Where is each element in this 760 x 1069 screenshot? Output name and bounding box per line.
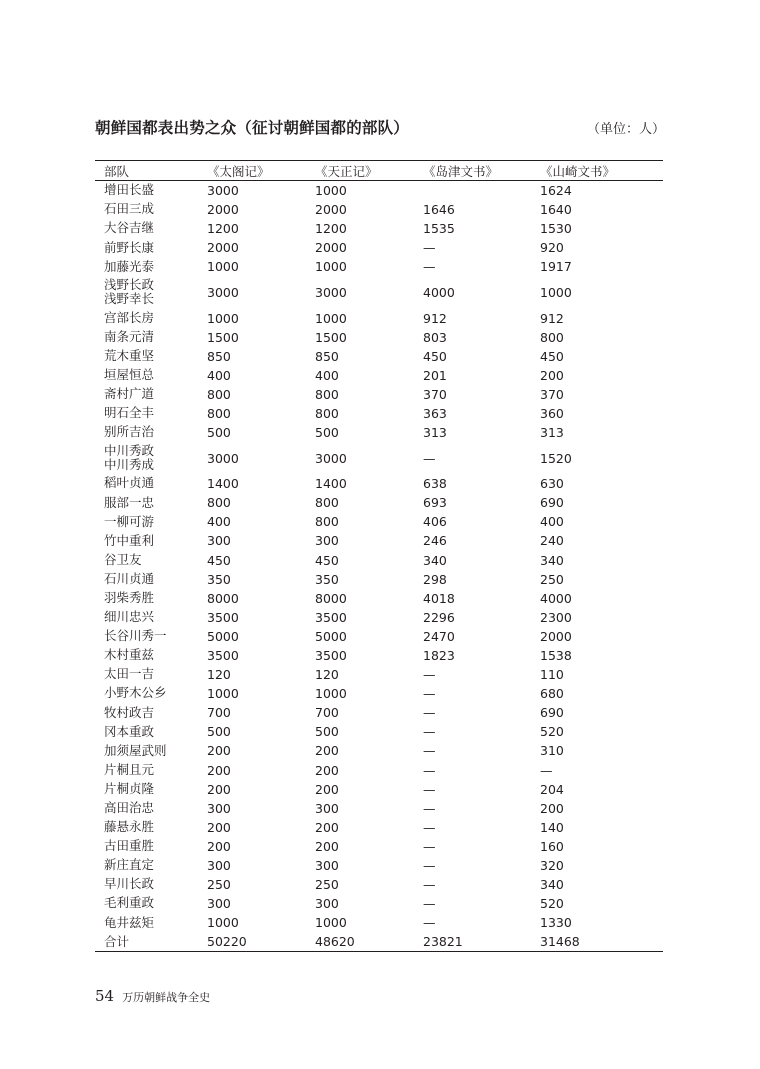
value-cell: 1917 — [540, 259, 572, 275]
value-cell: 300 — [207, 858, 231, 874]
value-cell: 200 — [207, 762, 231, 778]
value-cell: 520 — [540, 724, 564, 740]
value-cell: — — [423, 877, 436, 893]
table-row — [95, 442, 663, 474]
value-cell: 850 — [207, 348, 231, 364]
value-cell: — — [423, 762, 436, 778]
value-cell: 48620 — [315, 934, 355, 950]
value-cell: 300 — [207, 533, 231, 549]
value-cell: 800 — [315, 386, 339, 402]
value-cell: 200 — [315, 743, 339, 759]
value-cell: 340 — [540, 552, 564, 568]
value-cell: 500 — [315, 724, 339, 740]
value-cell: 246 — [423, 533, 447, 549]
value-cell: 200 — [315, 762, 339, 778]
table-row — [95, 780, 663, 799]
value-cell: 1535 — [423, 221, 455, 237]
unit-name-cell: 牧村政吉 — [104, 705, 155, 720]
value-cell: 250 — [540, 571, 564, 587]
value-cell: 2300 — [540, 609, 572, 625]
table-row — [95, 474, 663, 493]
unit-name-cell: 前野长康 — [104, 240, 155, 255]
table-row — [95, 875, 663, 894]
value-cell: 3000 — [315, 284, 347, 300]
value-cell: 370 — [423, 386, 447, 402]
value-cell: 450 — [207, 552, 231, 568]
page-number: 54 — [95, 987, 115, 1005]
table-row — [95, 913, 663, 932]
value-cell: 3000 — [207, 284, 239, 300]
value-cell: — — [423, 800, 436, 816]
table-header-row — [95, 161, 663, 181]
value-cell: 300 — [207, 800, 231, 816]
value-cell: 110 — [540, 667, 564, 683]
value-cell: 340 — [423, 552, 447, 568]
value-cell: 800 — [315, 405, 339, 421]
table-row — [95, 366, 663, 385]
value-cell: 2000 — [315, 202, 347, 218]
value-cell: 1000 — [540, 284, 572, 300]
value-cell: 3500 — [207, 648, 239, 664]
unit-name-cell: 稻叶贞通 — [104, 476, 155, 491]
value-cell: 450 — [540, 348, 564, 364]
value-cell: 400 — [540, 514, 564, 530]
unit-name-cell: 太田一吉 — [104, 667, 155, 682]
value-cell: 1646 — [423, 202, 455, 218]
table-row — [95, 684, 663, 703]
value-cell: — — [423, 450, 436, 466]
table-row — [95, 932, 663, 951]
value-cell: 3000 — [207, 450, 239, 466]
table-row — [95, 799, 663, 818]
value-cell: 3000 — [315, 450, 347, 466]
unit-name-cell: 细川忠兴 — [104, 610, 155, 625]
value-cell: 400 — [207, 367, 231, 383]
value-cell: 693 — [423, 495, 447, 511]
value-cell: 406 — [423, 514, 447, 530]
unit-name-cell: 中川秀政 中川秀成 — [104, 443, 155, 473]
value-cell: — — [423, 781, 436, 797]
unit-name-cell: 大谷吉继 — [104, 221, 155, 236]
table-row — [95, 219, 663, 238]
value-cell: 4000 — [423, 284, 455, 300]
unit-name-cell: 斋村广道 — [104, 387, 155, 402]
value-cell: 2296 — [423, 609, 455, 625]
unit-name-cell: 片桐且元 — [104, 762, 155, 777]
value-cell: — — [423, 743, 436, 759]
value-cell: 5000 — [315, 628, 347, 644]
unit-name-cell: 加藤光泰 — [104, 259, 155, 274]
column-header: 部队 — [104, 163, 130, 179]
troop-table — [95, 160, 663, 952]
value-cell: 300 — [315, 533, 339, 549]
value-cell: 370 — [540, 386, 564, 402]
value-cell: 450 — [315, 552, 339, 568]
value-cell: 200 — [207, 838, 231, 854]
value-cell: 320 — [540, 858, 564, 874]
value-cell: 1000 — [315, 915, 347, 931]
table-row — [95, 894, 663, 913]
value-cell: 5000 — [207, 628, 239, 644]
table-row — [95, 646, 663, 665]
value-cell: 1000 — [315, 310, 347, 326]
value-cell: 200 — [207, 819, 231, 835]
value-cell: 1000 — [207, 686, 239, 702]
table-row — [95, 385, 663, 404]
value-cell: 500 — [207, 724, 231, 740]
unit-name-cell: 别所吉治 — [104, 425, 155, 440]
value-cell: 300 — [315, 896, 339, 912]
value-cell: 160 — [540, 838, 564, 854]
unit-name-cell: 增田长盛 — [104, 183, 155, 198]
unit-name-cell: 木村重兹 — [104, 648, 155, 663]
value-cell: 2000 — [207, 240, 239, 256]
value-cell: 680 — [540, 686, 564, 702]
value-cell: 700 — [315, 705, 339, 721]
table-row — [95, 837, 663, 856]
value-cell: 450 — [423, 348, 447, 364]
table-row — [95, 493, 663, 512]
value-cell: — — [423, 819, 436, 835]
column-header: 《岛津文书》 — [423, 163, 499, 179]
unit-name-cell: 冈本重政 — [104, 724, 155, 739]
table-body — [95, 181, 663, 951]
table-row — [95, 856, 663, 875]
value-cell: 120 — [207, 667, 231, 683]
unit-name-cell: 荒木重坚 — [104, 348, 155, 363]
value-cell: 200 — [315, 781, 339, 797]
value-cell: 1520 — [540, 450, 572, 466]
value-cell: 690 — [540, 705, 564, 721]
unit-name-cell: 宫部长房 — [104, 310, 155, 325]
value-cell: 8000 — [315, 590, 347, 606]
table-row — [95, 761, 663, 780]
value-cell: 1530 — [540, 221, 572, 237]
value-cell: 1500 — [207, 329, 239, 345]
table-row — [95, 512, 663, 531]
unit-name-cell: 早川长政 — [104, 877, 155, 892]
value-cell: 50220 — [207, 934, 247, 950]
value-cell: 1640 — [540, 202, 572, 218]
value-cell: 800 — [207, 405, 231, 421]
value-cell: 204 — [540, 781, 564, 797]
table-row — [95, 665, 663, 684]
value-cell: 1500 — [315, 329, 347, 345]
table-row — [95, 200, 663, 219]
value-cell: 1400 — [207, 476, 239, 492]
value-cell: 3500 — [207, 609, 239, 625]
value-cell: 803 — [423, 329, 447, 345]
value-cell: 298 — [423, 571, 447, 587]
table-row — [95, 608, 663, 627]
value-cell: 1200 — [315, 221, 347, 237]
table-row — [95, 328, 663, 347]
value-cell: 201 — [423, 367, 447, 383]
value-cell: 8000 — [207, 590, 239, 606]
value-cell: 1823 — [423, 648, 455, 664]
value-cell: 200 — [540, 800, 564, 816]
table-row — [95, 257, 663, 276]
value-cell: 4000 — [540, 590, 572, 606]
value-cell: 800 — [207, 386, 231, 402]
unit-name-cell: 谷卫友 — [104, 552, 142, 567]
value-cell: 1000 — [315, 183, 347, 199]
value-cell: — — [423, 724, 436, 740]
value-cell: 200 — [207, 781, 231, 797]
value-cell: 3500 — [315, 609, 347, 625]
value-cell: 120 — [315, 667, 339, 683]
value-cell: 340 — [540, 877, 564, 893]
value-cell: 300 — [207, 896, 231, 912]
value-cell: 920 — [540, 240, 564, 256]
value-cell: 1400 — [315, 476, 347, 492]
unit-name-cell: 长谷川秀一 — [104, 629, 167, 644]
table-title-row — [95, 116, 665, 140]
value-cell: 800 — [315, 495, 339, 511]
value-cell: 850 — [315, 348, 339, 364]
unit-name-cell: 石田三成 — [104, 202, 155, 217]
unit-name-cell: 片桐贞隆 — [104, 781, 155, 796]
value-cell: 360 — [540, 405, 564, 421]
value-cell: 240 — [540, 533, 564, 549]
table-row — [95, 347, 663, 366]
value-cell: 3000 — [207, 183, 239, 199]
value-cell: 313 — [423, 425, 447, 441]
value-cell: 912 — [423, 310, 447, 326]
table-row — [95, 818, 663, 837]
unit-name-cell: 垣屋恒总 — [104, 368, 155, 383]
column-header: 《天正记》 — [315, 163, 378, 179]
value-cell: 200 — [315, 819, 339, 835]
value-cell: 1000 — [207, 915, 239, 931]
value-cell: 1330 — [540, 915, 572, 931]
unit-name-cell: 服部一忠 — [104, 495, 155, 510]
unit-name-cell: 加须屋武则 — [104, 743, 167, 758]
value-cell: — — [423, 838, 436, 854]
column-header: 《山崎文书》 — [540, 163, 616, 179]
table-row — [95, 570, 663, 589]
unit-name-cell: 浅野长政 浅野幸长 — [104, 277, 155, 307]
table-row — [95, 627, 663, 646]
value-cell: — — [423, 705, 436, 721]
value-cell: 23821 — [423, 934, 463, 950]
column-header: 《太阁记》 — [207, 163, 270, 179]
page-footer — [95, 986, 210, 1005]
value-cell: 350 — [315, 571, 339, 587]
value-cell: 1538 — [540, 648, 572, 664]
unit-name-cell: 毛利重政 — [104, 896, 155, 911]
book-title: 万历朝鲜战争全史 — [122, 991, 211, 1004]
value-cell: 350 — [207, 571, 231, 587]
table-row — [95, 276, 663, 308]
unit-note: （单位：人） — [586, 122, 665, 137]
value-cell: — — [423, 915, 436, 931]
unit-name-cell: 羽柴秀胜 — [104, 590, 155, 605]
unit-name-cell: 一柳可游 — [104, 514, 155, 529]
table-row — [95, 703, 663, 722]
value-cell: 310 — [540, 743, 564, 759]
value-cell: 500 — [207, 425, 231, 441]
unit-name-cell: 石川贞通 — [104, 571, 155, 586]
table-row — [95, 404, 663, 423]
unit-name-cell: 新庄直定 — [104, 858, 155, 873]
unit-name-cell: 合计 — [104, 934, 130, 949]
table-row — [95, 423, 663, 442]
table-row — [95, 589, 663, 608]
value-cell: 690 — [540, 495, 564, 511]
unit-name-cell: 高田治忠 — [104, 801, 155, 816]
value-cell: 638 — [423, 476, 447, 492]
value-cell: 630 — [540, 476, 564, 492]
value-cell: 400 — [207, 514, 231, 530]
value-cell: 363 — [423, 405, 447, 421]
value-cell: 300 — [315, 800, 339, 816]
value-cell: 700 — [207, 705, 231, 721]
value-cell: 800 — [207, 495, 231, 511]
value-cell: 200 — [207, 743, 231, 759]
table-row — [95, 531, 663, 550]
unit-name-cell: 古田重胜 — [104, 839, 155, 854]
table-row — [95, 551, 663, 570]
value-cell: 200 — [540, 367, 564, 383]
unit-name-cell: 龟井兹矩 — [104, 915, 155, 930]
value-cell: 1000 — [315, 686, 347, 702]
value-cell: 313 — [540, 425, 564, 441]
value-cell: 4018 — [423, 590, 455, 606]
value-cell: 140 — [540, 819, 564, 835]
value-cell: 1000 — [207, 259, 239, 275]
unit-name-cell: 小野木公乡 — [104, 686, 167, 701]
table-row — [95, 308, 663, 327]
table-row — [95, 238, 663, 257]
value-cell: — — [423, 896, 436, 912]
value-cell: 200 — [315, 838, 339, 854]
value-cell: 800 — [315, 514, 339, 530]
value-cell: 1000 — [315, 259, 347, 275]
table-title: 朝鲜国都表出势之众（征讨朝鲜国都的部队） — [95, 119, 410, 137]
value-cell: 400 — [315, 367, 339, 383]
value-cell: 520 — [540, 896, 564, 912]
value-cell: 2470 — [423, 628, 455, 644]
unit-name-cell: 南条元清 — [104, 329, 155, 344]
value-cell: 500 — [315, 425, 339, 441]
value-cell: — — [423, 240, 436, 256]
value-cell: 800 — [540, 329, 564, 345]
value-cell: — — [423, 259, 436, 275]
value-cell: 2000 — [207, 202, 239, 218]
value-cell: 1000 — [207, 310, 239, 326]
value-cell: 1624 — [540, 183, 572, 199]
value-cell: 1200 — [207, 221, 239, 237]
value-cell: 912 — [540, 310, 564, 326]
table-row — [95, 741, 663, 760]
value-cell: 250 — [315, 877, 339, 893]
unit-name-cell: 明石全丰 — [104, 406, 155, 421]
value-cell: 2000 — [540, 628, 572, 644]
table-row — [95, 722, 663, 741]
value-cell: 2000 — [315, 240, 347, 256]
value-cell: — — [423, 667, 436, 683]
value-cell: — — [540, 762, 553, 778]
value-cell: — — [423, 858, 436, 874]
unit-name-cell: 藤悬永胜 — [104, 820, 155, 835]
value-cell: — — [423, 686, 436, 702]
unit-name-cell: 竹中重利 — [104, 533, 155, 548]
value-cell: 3500 — [315, 648, 347, 664]
value-cell: 31468 — [540, 934, 580, 950]
value-cell: 300 — [315, 858, 339, 874]
value-cell: 250 — [207, 877, 231, 893]
table-row — [95, 181, 663, 200]
